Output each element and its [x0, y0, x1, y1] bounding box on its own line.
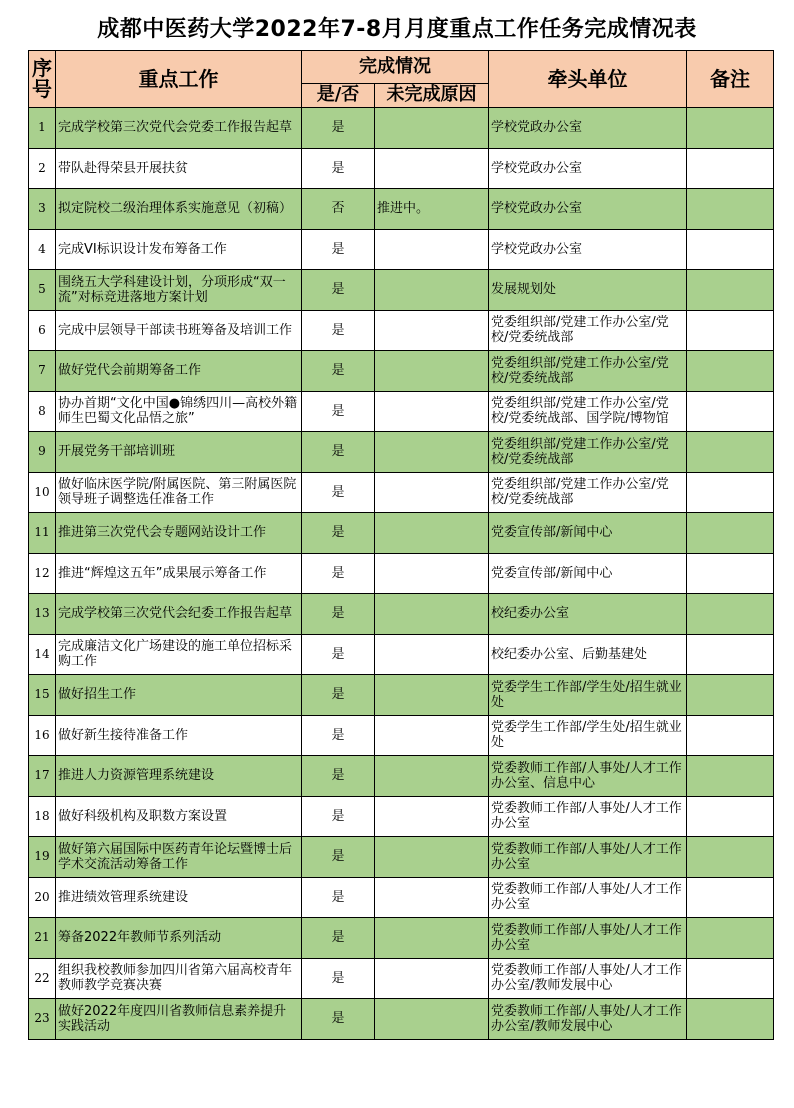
- task-cell: 做好2022年度四川省教师信息素养提升实践活动: [56, 999, 302, 1040]
- task-cell: 完成学校第三次党代会纪委工作报告起草: [56, 594, 302, 635]
- note-cell: [687, 715, 774, 756]
- unit-cell: 学校党政办公室: [489, 108, 687, 149]
- row-number: 20: [29, 877, 56, 918]
- note-cell: [687, 553, 774, 594]
- task-cell: 做好招生工作: [56, 675, 302, 716]
- row-number: 10: [29, 472, 56, 513]
- task-table: [28, 50, 774, 1040]
- table-row: [29, 958, 774, 999]
- row-number: 3: [29, 189, 56, 230]
- unit-cell: 党委组织部/党建工作办公室/党校/党委统战部: [489, 472, 687, 513]
- table-row: [29, 715, 774, 756]
- note-cell: [687, 432, 774, 473]
- row-number: 7: [29, 351, 56, 392]
- table-row: [29, 756, 774, 797]
- note-cell: [687, 999, 774, 1040]
- row-number: 9: [29, 432, 56, 473]
- reason-cell: [375, 310, 489, 351]
- table-row: [29, 189, 774, 230]
- note-cell: [687, 756, 774, 797]
- completion-cell: 是: [302, 229, 375, 270]
- row-number: 12: [29, 553, 56, 594]
- table-row: [29, 432, 774, 473]
- header-reason: 未完成原因: [375, 84, 489, 108]
- note-cell: [687, 108, 774, 149]
- header-yes-no: 是/否: [302, 84, 375, 108]
- note-cell: [687, 391, 774, 432]
- table-row: [29, 553, 774, 594]
- reason-cell: [375, 432, 489, 473]
- reason-cell: [375, 594, 489, 635]
- row-number: 23: [29, 999, 56, 1040]
- completion-cell: 否: [302, 189, 375, 230]
- unit-cell: 校纪委办公室、后勤基建处: [489, 634, 687, 675]
- completion-cell: 是: [302, 391, 375, 432]
- table-row: [29, 513, 774, 554]
- reason-cell: [375, 999, 489, 1040]
- unit-cell: 党委教师工作部/人事处/人才工作办公室/教师发展中心: [489, 958, 687, 999]
- note-cell: [687, 796, 774, 837]
- row-number: 18: [29, 796, 56, 837]
- completion-cell: 是: [302, 675, 375, 716]
- unit-cell: 校纪委办公室: [489, 594, 687, 635]
- note-cell: [687, 837, 774, 878]
- table-row: [29, 837, 774, 878]
- unit-cell: 发展规划处: [489, 270, 687, 311]
- reason-cell: [375, 918, 489, 959]
- completion-cell: 是: [302, 148, 375, 189]
- table-row: [29, 675, 774, 716]
- table-row: [29, 472, 774, 513]
- reason-cell: [375, 796, 489, 837]
- completion-cell: 是: [302, 310, 375, 351]
- unit-cell: 党委组织部/党建工作办公室/党校/党委统战部: [489, 351, 687, 392]
- table-row: [29, 594, 774, 635]
- row-number: 15: [29, 675, 56, 716]
- unit-cell: 学校党政办公室: [489, 189, 687, 230]
- task-cell: 组织我校教师参加四川省第六届高校青年教师教学竞赛决赛: [56, 958, 302, 999]
- completion-cell: 是: [302, 715, 375, 756]
- task-cell: 做好新生接待准备工作: [56, 715, 302, 756]
- task-cell: 拟定院校二级治理体系实施意见（初稿）: [56, 189, 302, 230]
- row-number: 5: [29, 270, 56, 311]
- header-status: 完成情况: [302, 51, 489, 84]
- reason-cell: [375, 675, 489, 716]
- unit-cell: 党委组织部/党建工作办公室/党校/党委统战部: [489, 310, 687, 351]
- unit-cell: 党委教师工作部/人事处/人才工作办公室: [489, 918, 687, 959]
- completion-cell: 是: [302, 108, 375, 149]
- task-cell: 推进人力资源管理系统建设: [56, 756, 302, 797]
- table-row: [29, 999, 774, 1040]
- completion-cell: 是: [302, 553, 375, 594]
- reason-cell: [375, 553, 489, 594]
- table-row: [29, 229, 774, 270]
- reason-cell: [375, 270, 489, 311]
- row-number: 17: [29, 756, 56, 797]
- table-row: [29, 310, 774, 351]
- completion-cell: 是: [302, 594, 375, 635]
- completion-cell: 是: [302, 472, 375, 513]
- row-number: 16: [29, 715, 56, 756]
- table-row: [29, 877, 774, 918]
- unit-cell: 党委教师工作部/人事处/人才工作办公室: [489, 796, 687, 837]
- table-row: [29, 634, 774, 675]
- row-number: 13: [29, 594, 56, 635]
- note-cell: [687, 351, 774, 392]
- row-number: 6: [29, 310, 56, 351]
- unit-cell: 党委教师工作部/人事处/人才工作办公室: [489, 837, 687, 878]
- table-row: [29, 796, 774, 837]
- completion-cell: 是: [302, 513, 375, 554]
- reason-cell: [375, 513, 489, 554]
- note-cell: [687, 634, 774, 675]
- unit-cell: 党委组织部/党建工作办公室/党校/党委统战部: [489, 432, 687, 473]
- reason-cell: [375, 958, 489, 999]
- task-cell: 完成VI标识设计发布筹备工作: [56, 229, 302, 270]
- task-cell: 推进“辉煌这五年”成果展示筹备工作: [56, 553, 302, 594]
- document-title: 成都中医药大学2022年7-8月月度重点工作任务完成情况表: [97, 17, 697, 42]
- note-cell: [687, 675, 774, 716]
- reason-cell: [375, 634, 489, 675]
- completion-cell: 是: [302, 796, 375, 837]
- note-cell: [687, 958, 774, 999]
- row-number: 1: [29, 108, 56, 149]
- unit-cell: 党委宣传部/新闻中心: [489, 513, 687, 554]
- header-unit: 牵头单位: [489, 51, 687, 108]
- reason-cell: [375, 877, 489, 918]
- task-cell: 推进绩效管理系统建设: [56, 877, 302, 918]
- reason-cell: [375, 756, 489, 797]
- row-number: 19: [29, 837, 56, 878]
- task-cell: 做好党代会前期筹备工作: [56, 351, 302, 392]
- row-number: 22: [29, 958, 56, 999]
- note-cell: [687, 472, 774, 513]
- note-cell: [687, 918, 774, 959]
- task-cell: 筹备2022年教师节系列活动: [56, 918, 302, 959]
- unit-cell: 党委学生工作部/学生处/招生就业处: [489, 715, 687, 756]
- reason-cell: [375, 108, 489, 149]
- table-row: [29, 391, 774, 432]
- unit-cell: 学校党政办公室: [489, 148, 687, 189]
- task-cell: 协办首期“文化中国●锦绣四川—高校外籍师生巴蜀文化品悟之旅”: [56, 391, 302, 432]
- row-number: 4: [29, 229, 56, 270]
- table-row: [29, 108, 774, 149]
- note-cell: [687, 877, 774, 918]
- note-cell: [687, 270, 774, 311]
- task-cell: 完成中层领导干部读书班筹备及培训工作: [56, 310, 302, 351]
- header-task: 重点工作: [56, 51, 302, 108]
- unit-cell: 党委组织部/党建工作办公室/党校/党委统战部、国学院/博物馆: [489, 391, 687, 432]
- header-seq: 序号: [29, 51, 56, 108]
- table-row: [29, 351, 774, 392]
- note-cell: [687, 229, 774, 270]
- task-cell: 做好第六届国际中医药青年论坛暨博士后学术交流活动筹备工作: [56, 837, 302, 878]
- note-cell: [687, 594, 774, 635]
- completion-cell: 是: [302, 999, 375, 1040]
- task-cell: 围绕五大学科建设计划，分项形成“双一流”对标竞进落地方案计划: [56, 270, 302, 311]
- unit-cell: 党委学生工作部/学生处/招生就业处: [489, 675, 687, 716]
- table-row: [29, 918, 774, 959]
- completion-cell: 是: [302, 877, 375, 918]
- unit-cell: 党委教师工作部/人事处/人才工作办公室: [489, 877, 687, 918]
- task-cell: 完成廉洁文化广场建设的施工单位招标采购工作: [56, 634, 302, 675]
- unit-cell: 党委宣传部/新闻中心: [489, 553, 687, 594]
- completion-cell: 是: [302, 634, 375, 675]
- task-cell: 做好科级机构及职数方案设置: [56, 796, 302, 837]
- completion-cell: 是: [302, 837, 375, 878]
- task-cell: 完成学校第三次党代会党委工作报告起草: [56, 108, 302, 149]
- note-cell: [687, 189, 774, 230]
- completion-cell: 是: [302, 270, 375, 311]
- table-body: [29, 108, 774, 1040]
- note-cell: [687, 513, 774, 554]
- table-row: [29, 148, 774, 189]
- unit-cell: 党委教师工作部/人事处/人才工作办公室/教师发展中心: [489, 999, 687, 1040]
- reason-cell: [375, 229, 489, 270]
- row-number: 21: [29, 918, 56, 959]
- table-row: [29, 270, 774, 311]
- reason-cell: [375, 351, 489, 392]
- row-number: 8: [29, 391, 56, 432]
- note-cell: [687, 310, 774, 351]
- reason-cell: [375, 391, 489, 432]
- completion-cell: 是: [302, 918, 375, 959]
- note-cell: [687, 148, 774, 189]
- row-number: 14: [29, 634, 56, 675]
- reason-cell: [375, 715, 489, 756]
- unit-cell: 党委教师工作部/人事处/人才工作办公室、信息中心: [489, 756, 687, 797]
- header-note: 备注: [687, 51, 774, 108]
- unit-cell: 学校党政办公室: [489, 229, 687, 270]
- reason-cell: [375, 472, 489, 513]
- reason-cell: [375, 837, 489, 878]
- completion-cell: 是: [302, 432, 375, 473]
- completion-cell: 是: [302, 756, 375, 797]
- task-cell: 推进第三次党代会专题网站设计工作: [56, 513, 302, 554]
- row-number: 2: [29, 148, 56, 189]
- completion-cell: 是: [302, 958, 375, 999]
- task-cell: 带队赴得荣县开展扶贫: [56, 148, 302, 189]
- reason-cell: [375, 148, 489, 189]
- completion-cell: 是: [302, 351, 375, 392]
- task-cell: 开展党务干部培训班: [56, 432, 302, 473]
- reason-cell: 推进中。: [375, 189, 489, 230]
- row-number: 11: [29, 513, 56, 554]
- task-cell: 做好临床医学院/附属医院、第三附属医院领导班子调整选任准备工作: [56, 472, 302, 513]
